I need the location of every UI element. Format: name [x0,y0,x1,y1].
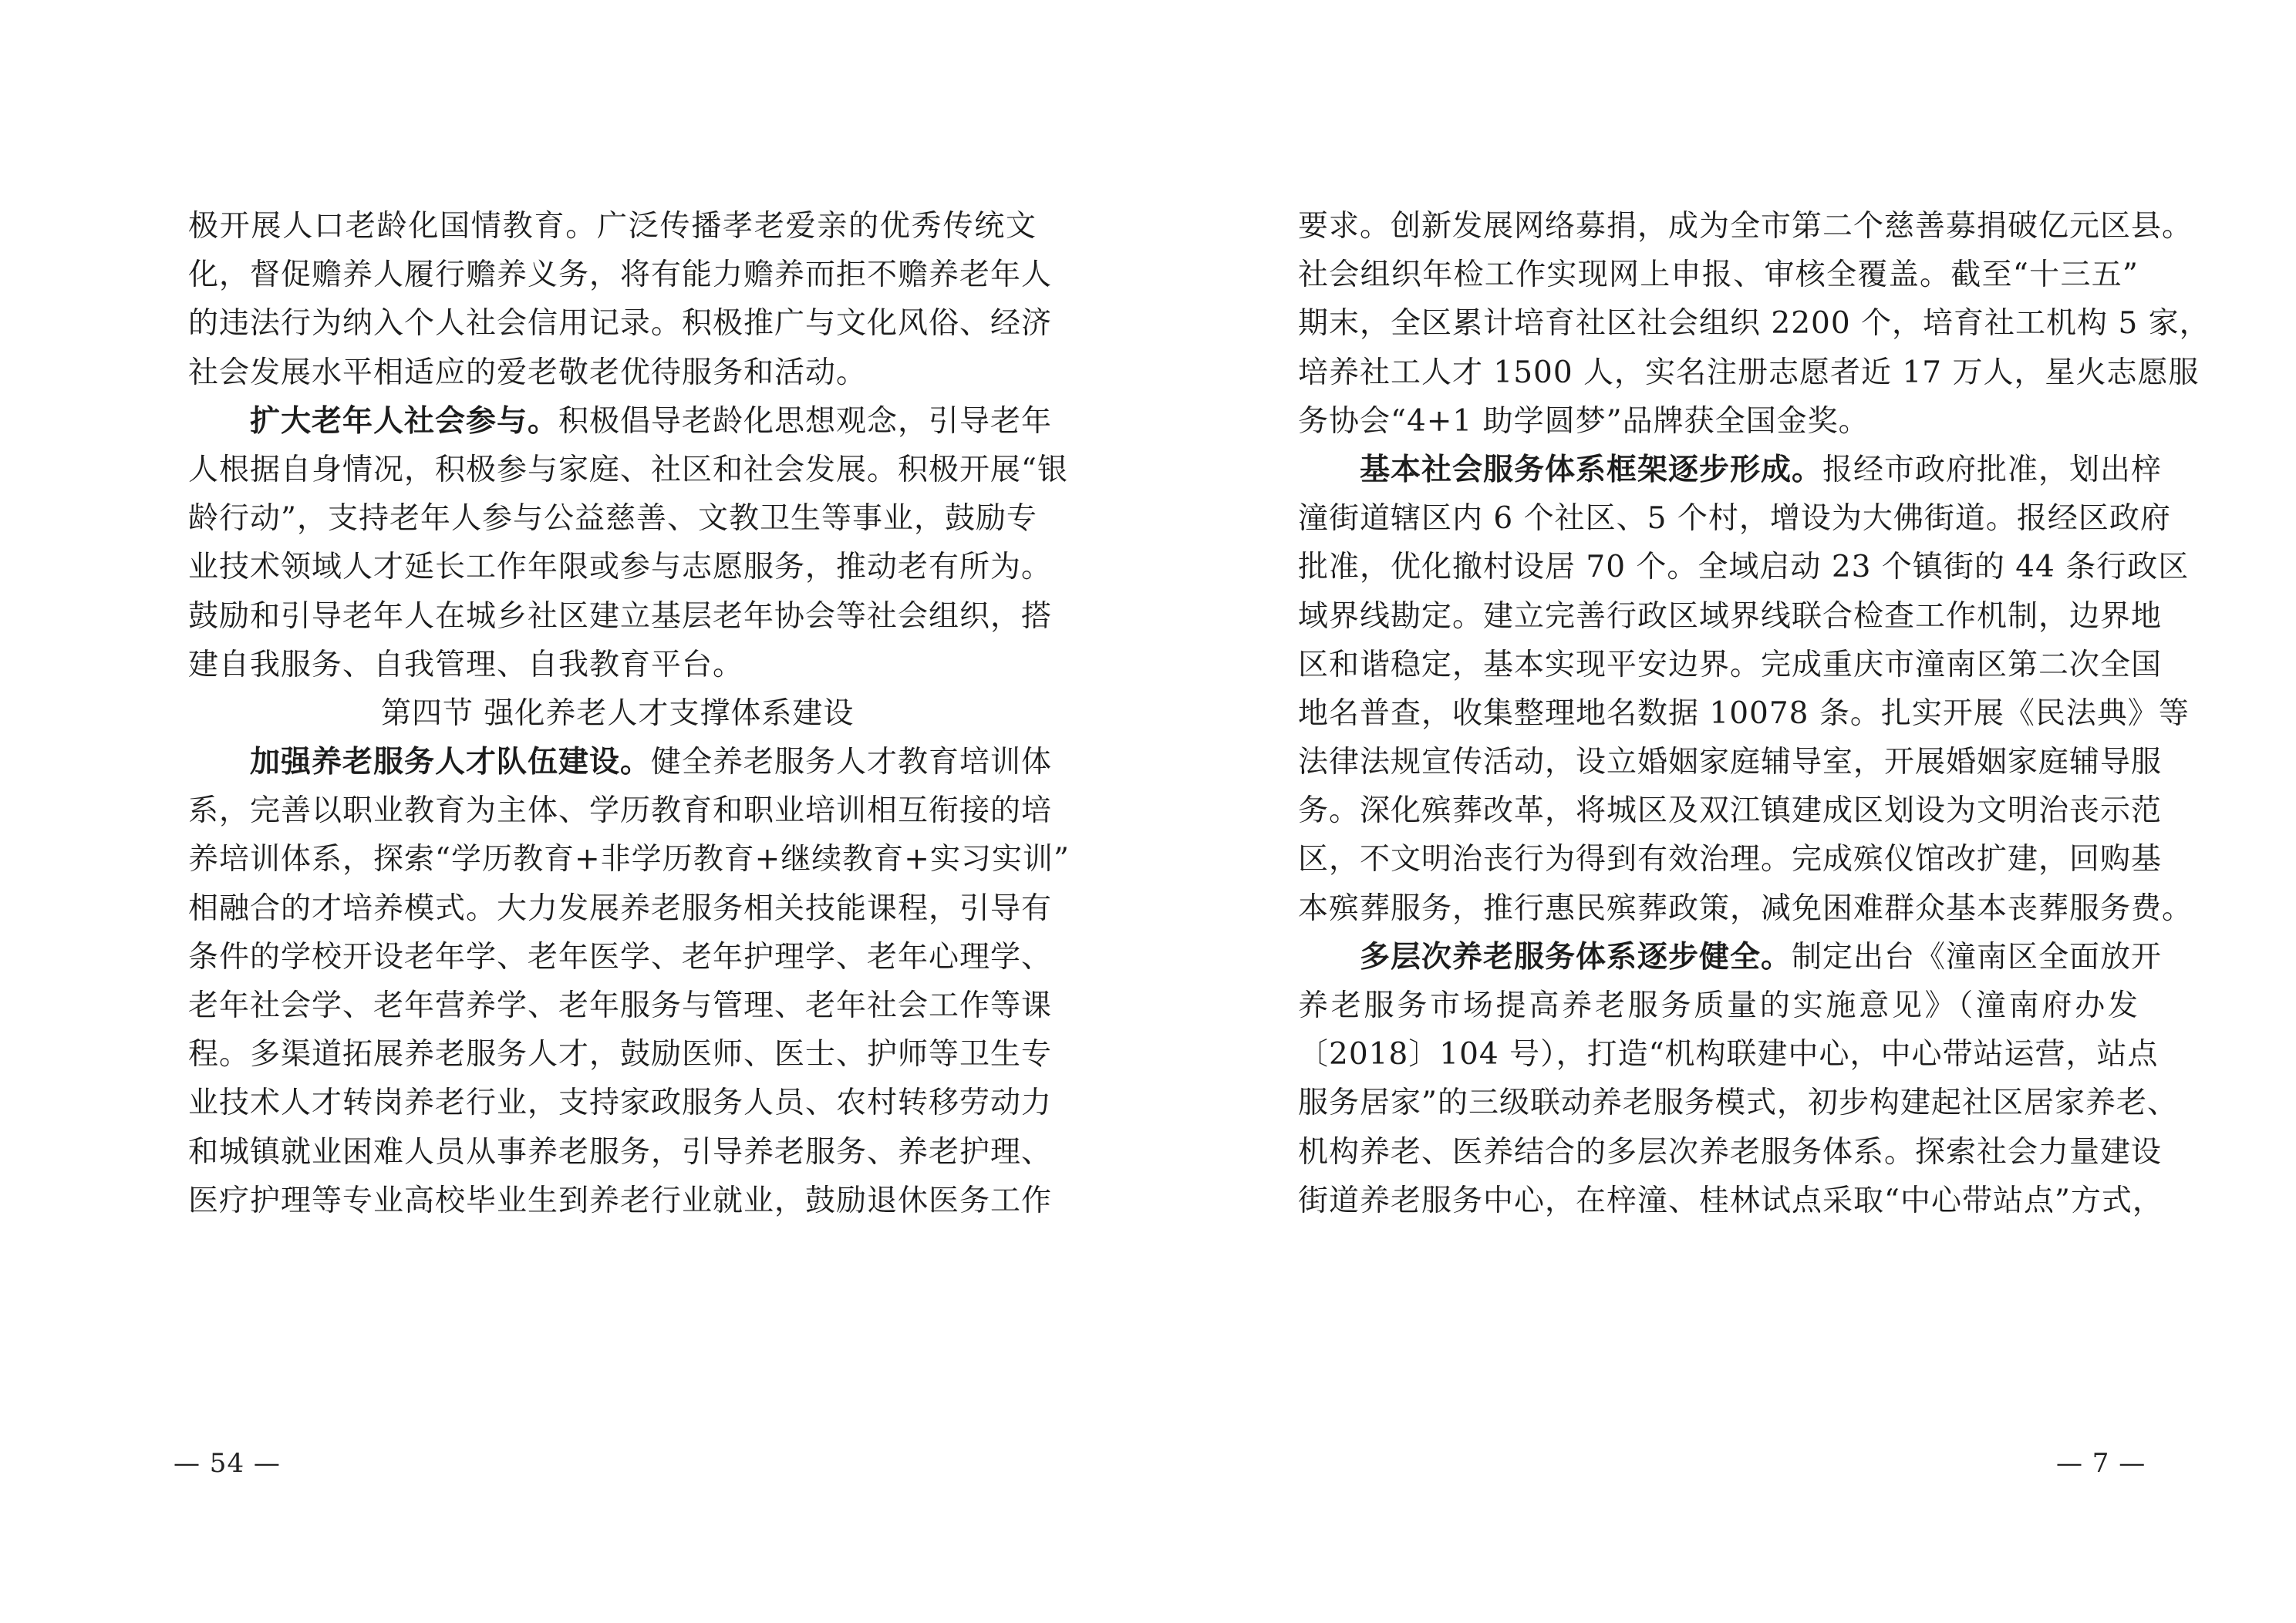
paragraph-lead: 加强养老服务人才队伍建设。 [250,744,652,780]
right-page-text [1298,202,2210,1225]
text-line: 系，完善以职业教育为主体、学历教育和职业培训相互衔接的培 [188,793,1053,829]
text-line: 街道养老服务中心，在梓潼、桂林试点采取“中心带站点”方式， [1298,1183,2163,1218]
right-page [1148,0,2296,1623]
text-line: 养培训体系，探索“学历教育+非学历教育+继续教育+实习实训” [188,842,1070,877]
paragraph-first-line [1298,933,2163,982]
paragraph-lead: 扩大老年人社会参与。 [250,402,559,439]
text-line: 区，不文明治丧行为得到有效治理。完成殡仪馆改扩建，回购基 [1298,842,2163,877]
text-line: 鼓励和引导老年人在城乡社区建立基层老年协会等社会组织，搭 [188,598,1053,634]
text-line: 条件的学校开设老年学、老年医学、老年护理学、老年心理学、 [188,939,1053,975]
text-line: 服务居家”的三级联动养老服务模式，初步构建起社区居家养老、 [1298,1086,2178,1121]
text-line: 本殡葬服务，推行惠民殡葬政策，减免困难群众基本丧葬服务费。 [1298,891,2193,926]
paragraph-text: 健全养老服务人才教育培训体 [651,745,1053,780]
paragraph-first-line [188,738,1053,786]
text-line: 养老服务市场提高养老服务质量的实施意见》（潼南府办发 [1298,988,2139,1023]
text-line: 和城镇就业困难人员从事养老服务，引导养老服务、养老护理、 [188,1134,1053,1170]
paragraph-text: 制定出台《潼南区全面放开 [1792,939,2163,975]
text-line: 老年社会学、老年营养学、老年服务与管理、老年社会工作等课 [188,988,1053,1023]
paragraph-text: 报经市政府批准，划出梓 [1822,452,2163,487]
text-line: 培养社工人才 1500 人，实名注册志愿者近 17 万人，星火志愿服 [1298,355,2200,390]
text-line: 医疗护理等专业高校毕业生到养老行业就业，鼓励退休医务工作 [188,1183,1053,1218]
text-line: 社会发展水平相适应的爱老敬老优待服务和活动。 [188,355,868,390]
text-line: 建自我服务、自我管理、自我教育平台。 [188,647,744,682]
text-line: 地名普查，收集整理地名数据 10078 条。扎实开展《民法典》等 [1298,695,2190,731]
paragraph-lead: 基本社会服务体系框架逐步形成。 [1360,451,1823,487]
text-line: 〔2018〕104 号），打造“机构联建中心，中心带站运营，站点 [1298,1037,2159,1072]
paragraph-lead: 多层次养老服务体系逐步健全。 [1360,938,1792,975]
text-line: 的违法行为纳入个人社会信用记录。积极推广与文化风俗、经济 [188,306,1053,342]
text-line: 批准，优化撤村设居 70 个。全域启动 23 个镇街的 44 条行政区 [1298,550,2190,585]
text-line: 期末，全区累计培育社区社会组织 2200 个，培育社工机构 5 家， [1298,306,2210,342]
text-line: 程。多渠道拓展养老服务人才，鼓励医师、医士、护师等卫生专 [188,1037,1053,1072]
text-line: 龄行动”，支持老年人参与公益慈善、文教卫生等事业，鼓励专 [188,501,1037,537]
text-line: 化，督促赡养人履行赡养义务，将有能力赡养而拒不赡养老年人 [188,258,1053,293]
text-line: 法律法规宣传活动，设立婚姻家庭辅导室，开展婚姻家庭辅导服 [1298,745,2163,780]
left-page-text [188,202,1070,1225]
text-line: 人根据自身情况，积极参与家庭、社区和社会发展。积极开展“银 [188,452,1068,487]
text-line: 要求。创新发展网络募捐，成为全市第二个慈善募捐破亿元区县。 [1298,209,2193,244]
text-line: 相融合的才培养模式。大力发展养老服务相关技能课程，引导有 [188,891,1053,926]
text-line: 极开展人口老龄化国情教育。广泛传播孝老爱亲的优秀传统文 [188,209,1037,244]
text-line: 业技术人才转岗养老行业，支持家政服务人员、农村转移劳动力 [188,1086,1053,1121]
paragraph-first-line [1298,446,2163,494]
page-number: — 7 — [2056,1448,2146,1479]
text-line: 机构养老、医养结合的多层次养老服务体系。探索社会力量建设 [1298,1134,2163,1170]
section-heading: 第四节 强化养老人才支撑体系建设 [381,695,855,731]
paragraph-text: 积极倡导老龄化思想观念，引导老年 [558,403,1053,439]
text-line: 社会组织年检工作实现网上申报、审核全覆盖。截至“十三五” [1298,258,2139,293]
page-number: — 54 — [174,1448,281,1479]
text-line: 区和谐稳定，基本实现平安边界。完成重庆市潼南区第二次全国 [1298,647,2163,682]
paragraph-first-line [188,397,1053,446]
text-line: 域界线勘定。建立完善行政区域界线联合检查工作机制，边界地 [1298,598,2163,634]
text-line: 业技术领域人才延长工作年限或参与志愿服务，推动老有所为。 [188,550,1053,585]
text-line: 务协会“4+1 助学圆梦”品牌获全国金奖。 [1298,403,1870,439]
text-line: 务。深化殡葬改革，将城区及双江镇建成区划设为文明治丧示范 [1298,793,2163,829]
text-line: 潼街道辖区内 6 个社区、5 个村，增设为大佛街道。报经区政府 [1298,501,2171,537]
